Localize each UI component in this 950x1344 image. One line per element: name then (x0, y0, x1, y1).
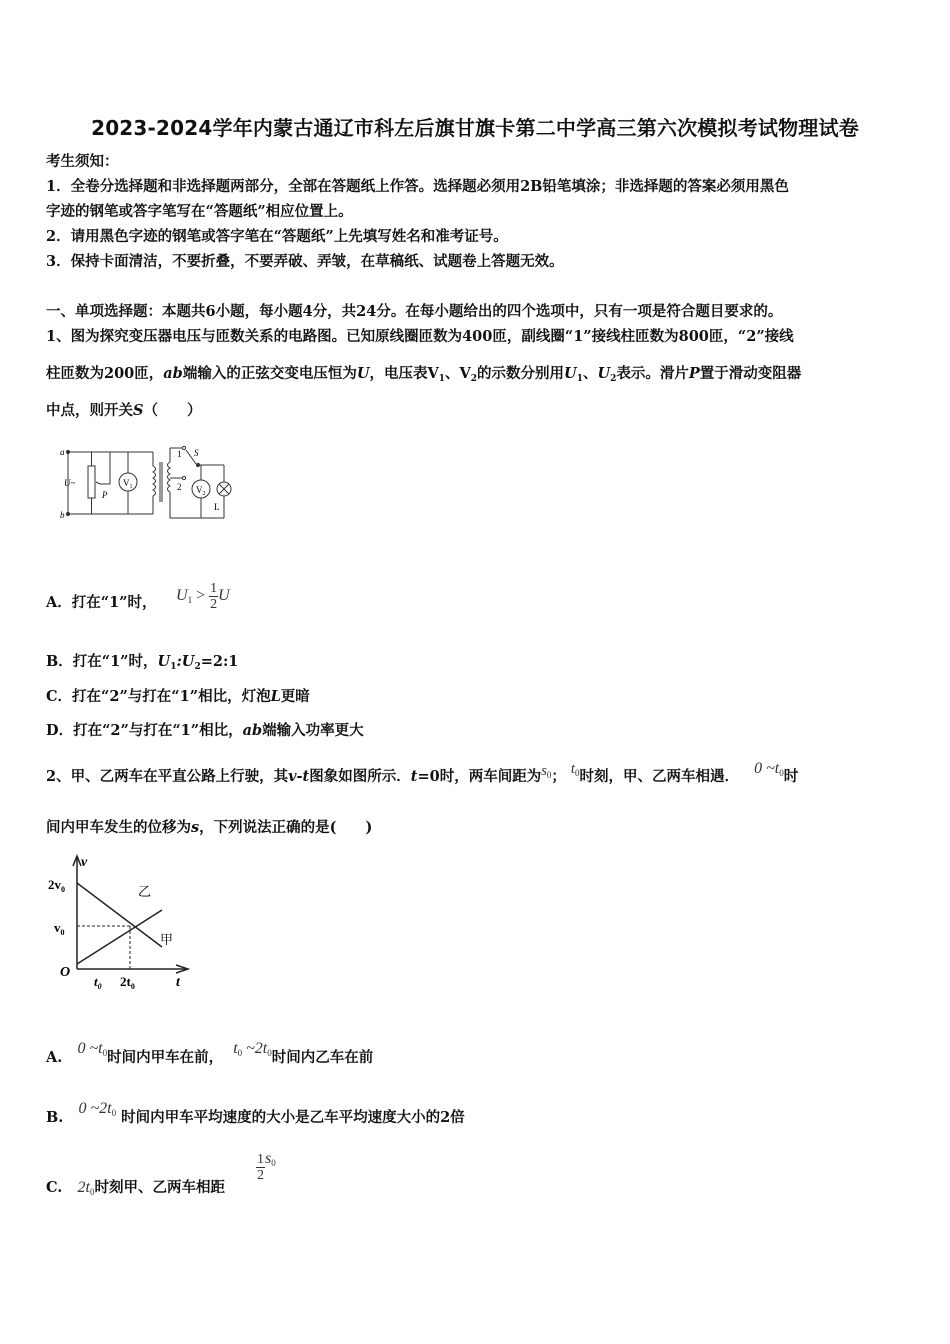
q1-line-1: 1、图为探究变压器电压与匝数关系的电路图。已知原线圈匝数为400匝，副线圈“1”接线柱匝数为800匝，“2”接线 (46, 328, 794, 345)
terminal-1-label: 1 (177, 449, 182, 459)
notice-item-1-cont: 字迹的钢笔或答字笔写在“答题纸”相应位置上。 (46, 203, 353, 220)
q1-option-d: D．打在“2”与打在“1”相比，ab端输入功率更大 (46, 722, 364, 739)
terminal-a-label: a (60, 447, 65, 457)
jia-label: 甲 (160, 932, 174, 947)
q1-option-b: B．打在“1”时，$U_1:U_2=2:1$ (46, 653, 239, 672)
notice-item-2: 2．请用黑色字迹的钢笔或答字笔在“答题纸”上先填写姓名和准考证号。 (46, 228, 508, 245)
slider-p-label: P (102, 490, 108, 500)
section-1-heading: 一、单项选择题：本题共6小题，每小题4分，共24分。在每小题给出的四个选项中，只有一项是符合题目要求的。 (46, 303, 783, 320)
2v0-label: $2v_0$ (48, 877, 65, 894)
yi-label: 乙 (138, 884, 152, 899)
notice-heading: 考生须知： (46, 153, 119, 170)
q1-line-3: 中点，则开关S（ ） (46, 402, 202, 419)
q2-option-b: B. 0 $\sim 2t_0$ 时间内甲车平均速度的大小是乙车平均速度大小的2倍 (46, 1100, 465, 1126)
terminal-2-label: 2 (177, 482, 182, 492)
vt-graph (44, 852, 194, 994)
v0-label: $v_0$ (54, 920, 65, 937)
exam-title: 2023-2024学年内蒙古通辽市科左后旗甘旗卡第二中学高三第六次模拟考试物理试卷 (91, 116, 859, 140)
voltmeter-v2-label: $V_2$ (196, 485, 206, 497)
q1-option-c: C．打在“2”与打在“1”相比，灯泡L更暗 (46, 688, 310, 705)
transformer-circuit-diagram (58, 440, 238, 526)
input-voltage-label: U~ (64, 478, 76, 488)
q2-line-2: 间内甲车发生的位移为s，下列说法正确的是( ) (46, 819, 373, 836)
voltmeter-v1-label: $V_1$ (123, 478, 133, 490)
t-axis-label: t (176, 975, 180, 990)
lamp-l-label: L (214, 502, 220, 512)
2t0-label: $2t_0$ (120, 974, 135, 991)
notice-item-3: 3．保持卡面清洁，不要折叠，不要弄破、弄皱，在草稿纸、试题卷上答题无效。 (46, 253, 564, 270)
terminal-b-label: b (60, 510, 65, 520)
v-axis-label: v (81, 855, 88, 870)
q2-option-c: C. $2t_0$时刻甲、乙两车相距 $\frac{1}{2}$ $s_0$ (46, 1150, 276, 1197)
notice-item-1: 1．全卷分选择题和非选择题两部分，全部在答题纸上作答。选择题必须用2B铅笔填涂；非选择题的答案必须用黑色 (46, 178, 789, 195)
q2-line-1: 2、甲、乙两车在平直公路上行驶，其v-t图象如图所示．t=0时，两车间距为$s_0$； $t_0$时刻，甲、乙两车相遇． 0 $\sim t_0$时 (46, 760, 799, 785)
q2-option-a: A. 0 $\sim t_0$时间内甲车在前， $t_0$ $\sim 2t_0$时间内乙车在前 (46, 1040, 374, 1066)
t0-label: $t_0$ (94, 974, 102, 991)
switch-s-label: S (194, 448, 199, 458)
q1-option-a: A．打在“1”时， $U_1$ > $\frac{1}{2}$ U (46, 581, 230, 612)
q1-line-2: 柱匝数为200匝，ab端输入的正弦交变电压恒为U，电压表$V_1$、$V_2$的示数分别用$U_1$、$U_2$表示。滑片P置于滑动变阻器 (46, 365, 802, 384)
origin-label: O (60, 965, 71, 980)
